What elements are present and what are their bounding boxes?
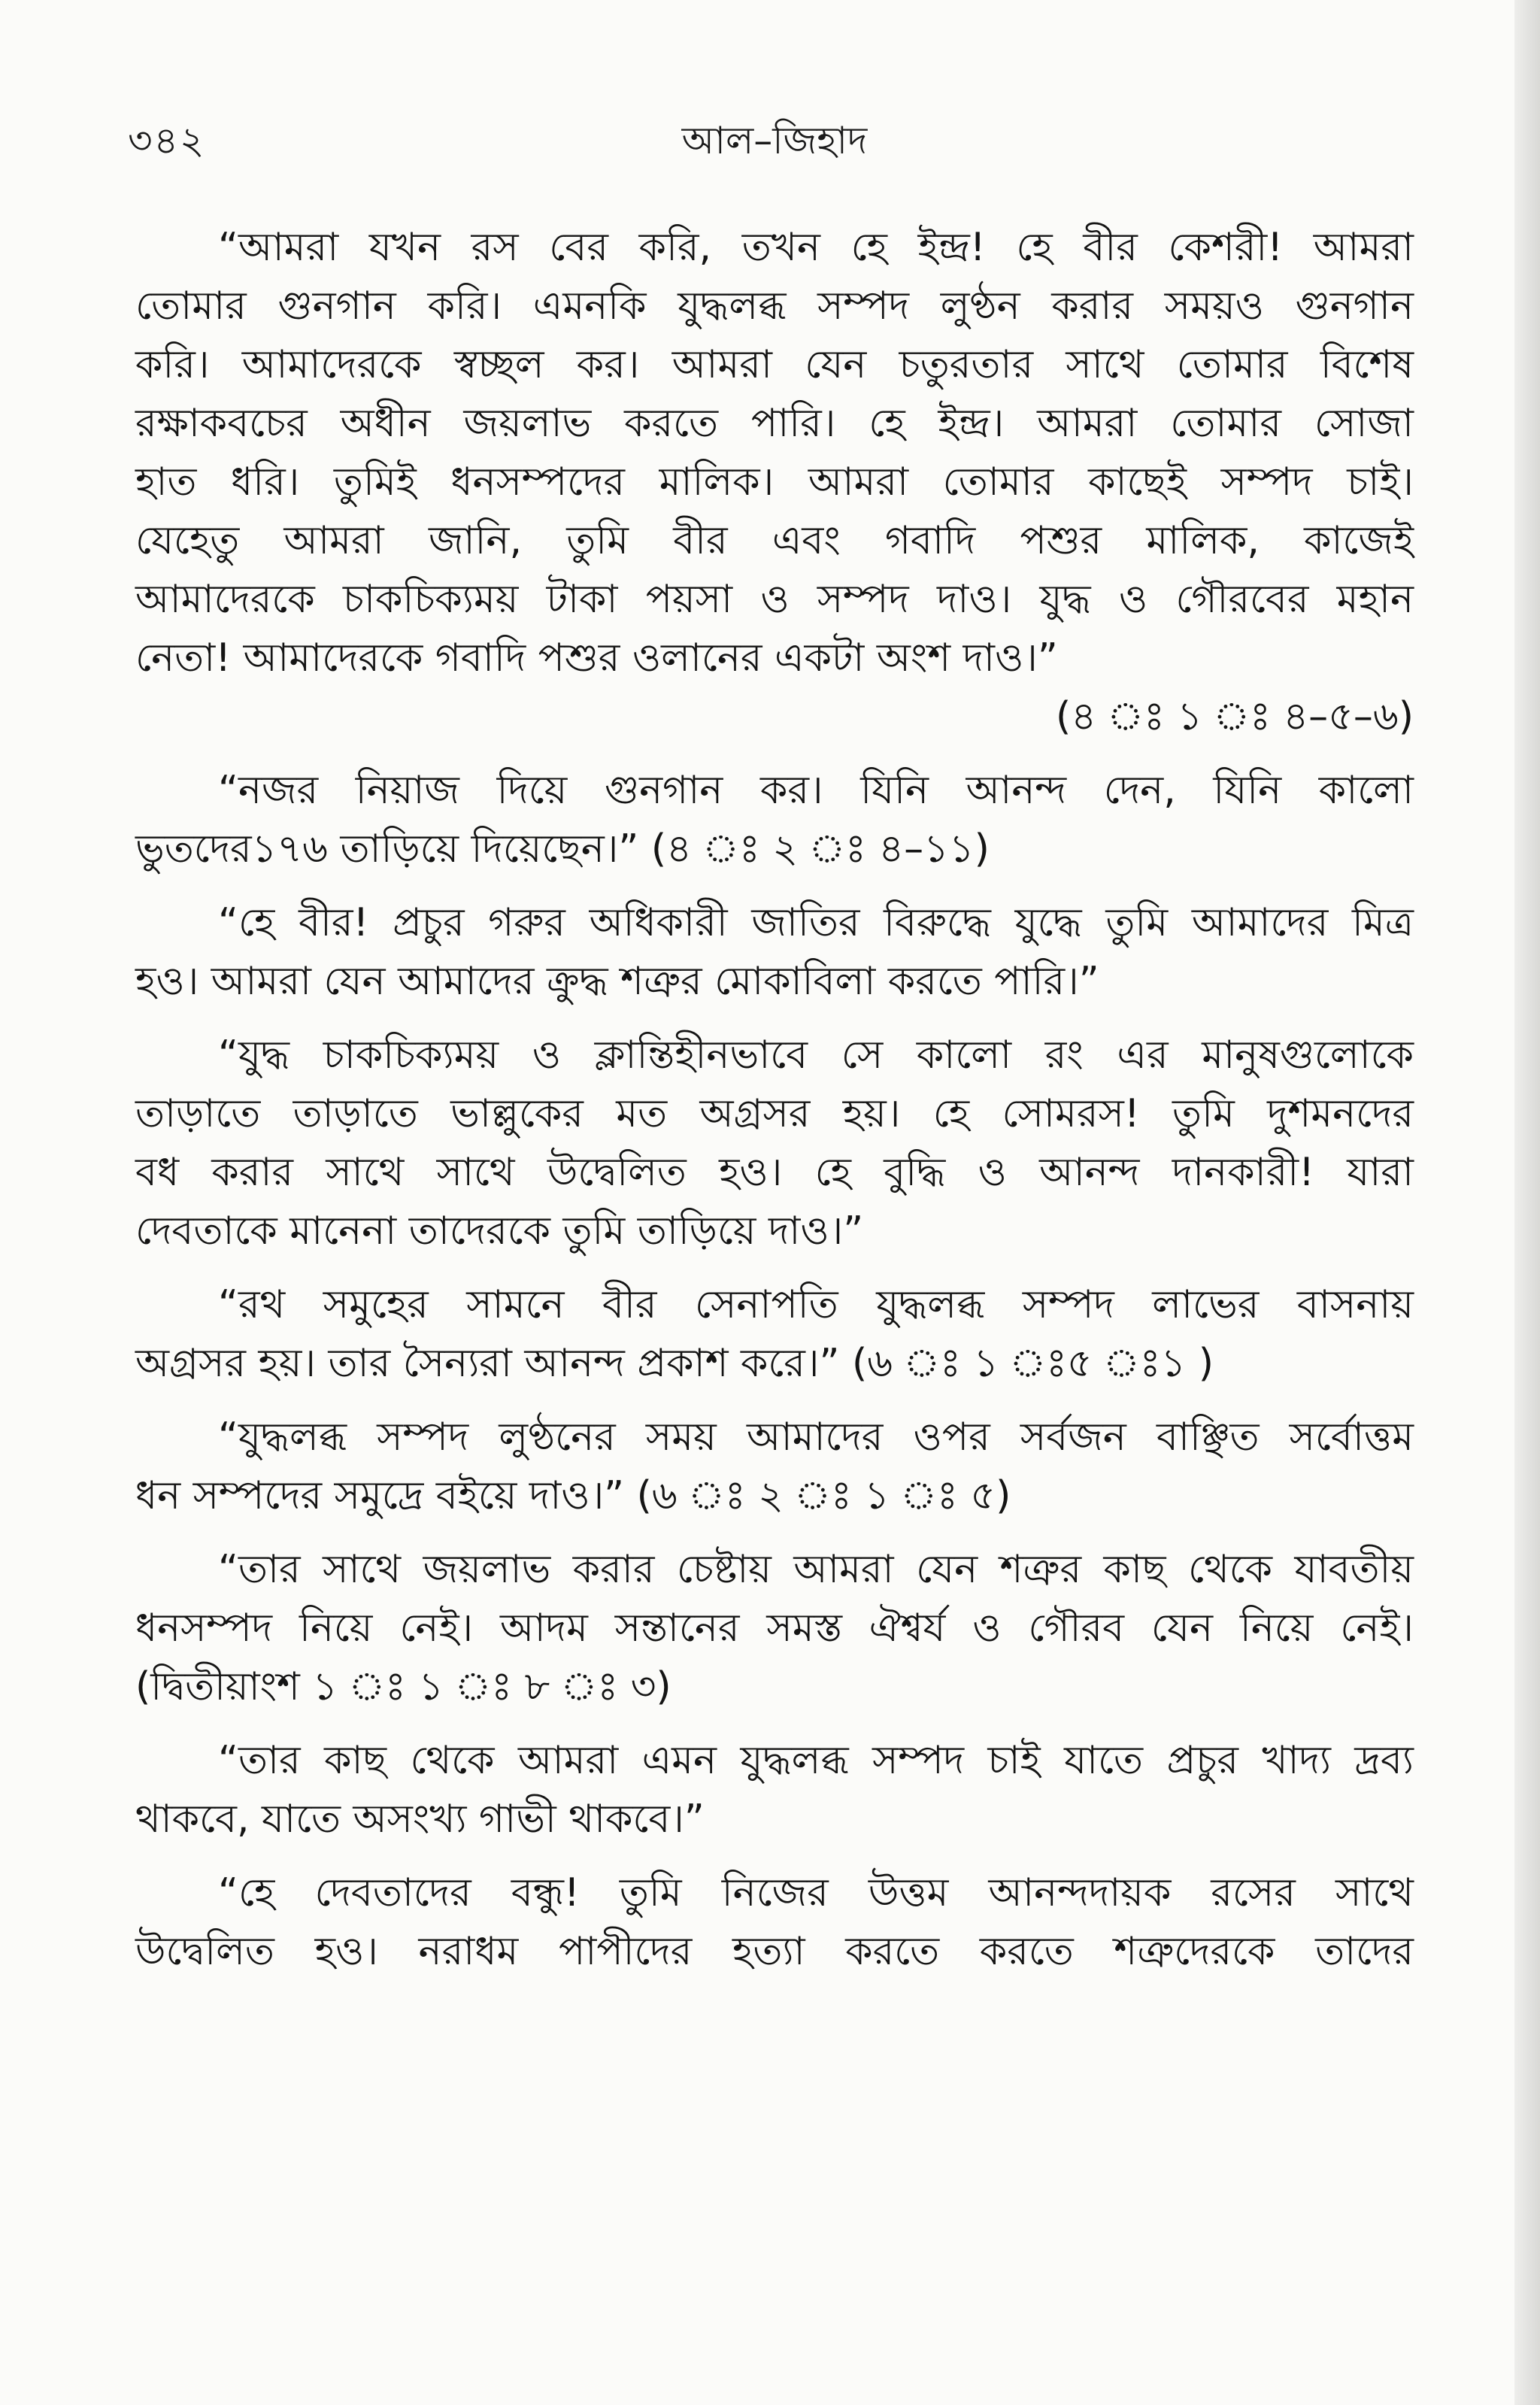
page-edge-shadow	[1514, 0, 1540, 2405]
text-line: থাকবে, যাতে অসংখ্য গাভী থাকবে।”	[135, 1797, 705, 1842]
text-line: ধন সম্পদের সমুদ্রে বইয়ে দাও।” (৬ ঃ ২ ঃ ১ ঃ ৫)	[135, 1473, 1011, 1518]
text-line: “হে দেবতাদের বন্ধু! তুমি নিজের উত্তম আনন্দদায়ক রসের সাথে	[218, 1870, 1414, 1915]
text-line: রক্ষাকবচের অধীন জয়লাভ করতে পারি। হে ইন্দ্র। আমরা তোমার সোজা	[135, 401, 1414, 446]
text-line: হাত ধরি। তুমিই ধনসম্পদের মালিক। আমরা তোমার কাছেই সম্পদ চাই।	[135, 459, 1414, 505]
text-line: “তার সাথে জয়লাভ করার চেষ্টায় আমরা যেন শত্রুর কাছ থেকে যাবতীয়	[218, 1547, 1414, 1592]
text-line: ধনসম্পদ নিয়ে নেই। আদম সন্তানের সমস্ত ঐশ্বর্য ও গৌরব যেন নিয়ে নেই।	[135, 1606, 1414, 1651]
text-line: আমাদেরকে চাকচিক্যময় টাকা পয়সা ও সম্পদ দাও। যুদ্ধ ও গৌরবের মহান	[135, 577, 1414, 622]
verse-reference: (৪ ঃ ১ ঃ ৪–৫–৬)	[1055, 694, 1414, 739]
paragraph	[135, 218, 1414, 746]
page-header	[128, 113, 1421, 180]
paragraph	[135, 1540, 1414, 1716]
text-line: যেহেতু আমরা জানি, তুমি বীর এবং গবাদি পশুর মালিক, কাজেই	[135, 518, 1414, 563]
page-body	[135, 218, 1414, 1996]
paragraph	[135, 893, 1414, 1011]
text-line: তোমার গুনগান করি। এমনকি যুদ্ধলব্ধ সম্পদ লুণ্ঠন করার সময়ও গুনগান	[135, 284, 1414, 329]
running-title: আল–জিহাদ	[681, 119, 868, 162]
text-line: “তার কাছ থেকে আমরা এমন যুদ্ধলব্ধ সম্পদ চাই যাতে প্রচুর খাদ্য দ্রব্য	[218, 1738, 1414, 1783]
page-number: ৩৪২	[128, 119, 206, 162]
text-line: তাড়াতে তাড়াতে ভাল্লুকের মত অগ্রসর হয়। হে সোমরস! তুমি দুশমনদের	[135, 1091, 1414, 1136]
text-line: নেতা! আমাদেরকে গবাদি পশুর ওলানের একটা অংশ দাও।”	[135, 635, 1058, 681]
text-line: “রথ সমুহের সামনে বীর সেনাপতি যুদ্ধলব্ধ সম্পদ লাভের বাসনায়	[218, 1282, 1414, 1327]
text-line: ভুতদের১৭৬ তাড়িয়ে দিয়েছেন।” (৪ ঃ ২ ঃ ৪–১১)	[135, 826, 990, 872]
text-line: “হে বীর! প্রচুর গরুর অধিকারী জাতির বিরুদ্ধে যুদ্ধে তুমি আমাদের মিত্র	[218, 900, 1414, 945]
text-line: উদ্বেলিত হও। নরাধম পাপীদের হত্যা করতে করতে শত্রুদেরকে তাদের	[135, 1929, 1414, 1974]
paragraph	[135, 761, 1414, 878]
text-line: “যুদ্ধ চাকচিক্যময় ও ক্লান্তিহীনভাবে সে কালো রং এর মানুষগুলোকে	[218, 1033, 1414, 1078]
paragraph	[135, 1026, 1414, 1260]
text-line: (দ্বিতীয়াংশ ১ ঃ ১ ঃ ৮ ঃ ৩)	[135, 1664, 671, 1709]
text-line: “নজর নিয়াজ দিয়ে গুনগান কর। যিনি আনন্দ দেন, যিনি কালো	[218, 768, 1414, 813]
text-line: দেবতাকে মানেনা তাদেরকে তুমি তাড়িয়ে দাও।”	[135, 1209, 864, 1254]
paragraph	[135, 1408, 1414, 1525]
paragraph	[135, 1864, 1414, 1981]
paragraph	[135, 1275, 1414, 1393]
text-line: “আমরা যখন রস বের করি, তখন হে ইন্দ্র! হে বীর কেশরী! আমরা	[218, 225, 1414, 270]
text-line: “যুদ্ধলব্ধ সম্পদ লুণ্ঠনের সময় আমাদের ওপর সর্বজন বাঞ্ছিত সর্বোত্তম	[218, 1415, 1414, 1460]
text-line: হও। আমরা যেন আমাদের ক্রুদ্ধ শত্রুর মোকাবিলা করতে পারি।”	[135, 959, 1099, 1004]
text-line: বধ করার সাথে সাথে উদ্বেলিত হও। হে বুদ্ধি ও আনন্দ দানকারী! যারা	[135, 1150, 1414, 1195]
paragraph	[135, 1731, 1414, 1848]
text-line: করি। আমাদেরকে স্বচ্ছল কর। আমরা যেন চতুরতার সাথে তোমার বিশেষ	[135, 342, 1414, 387]
text-line: অগ্রসর হয়। তার সৈন্যরা আনন্দ প্রকাশ করে।” (৬ ঃ ১ ঃ৫ ঃ১ )	[135, 1341, 1214, 1386]
